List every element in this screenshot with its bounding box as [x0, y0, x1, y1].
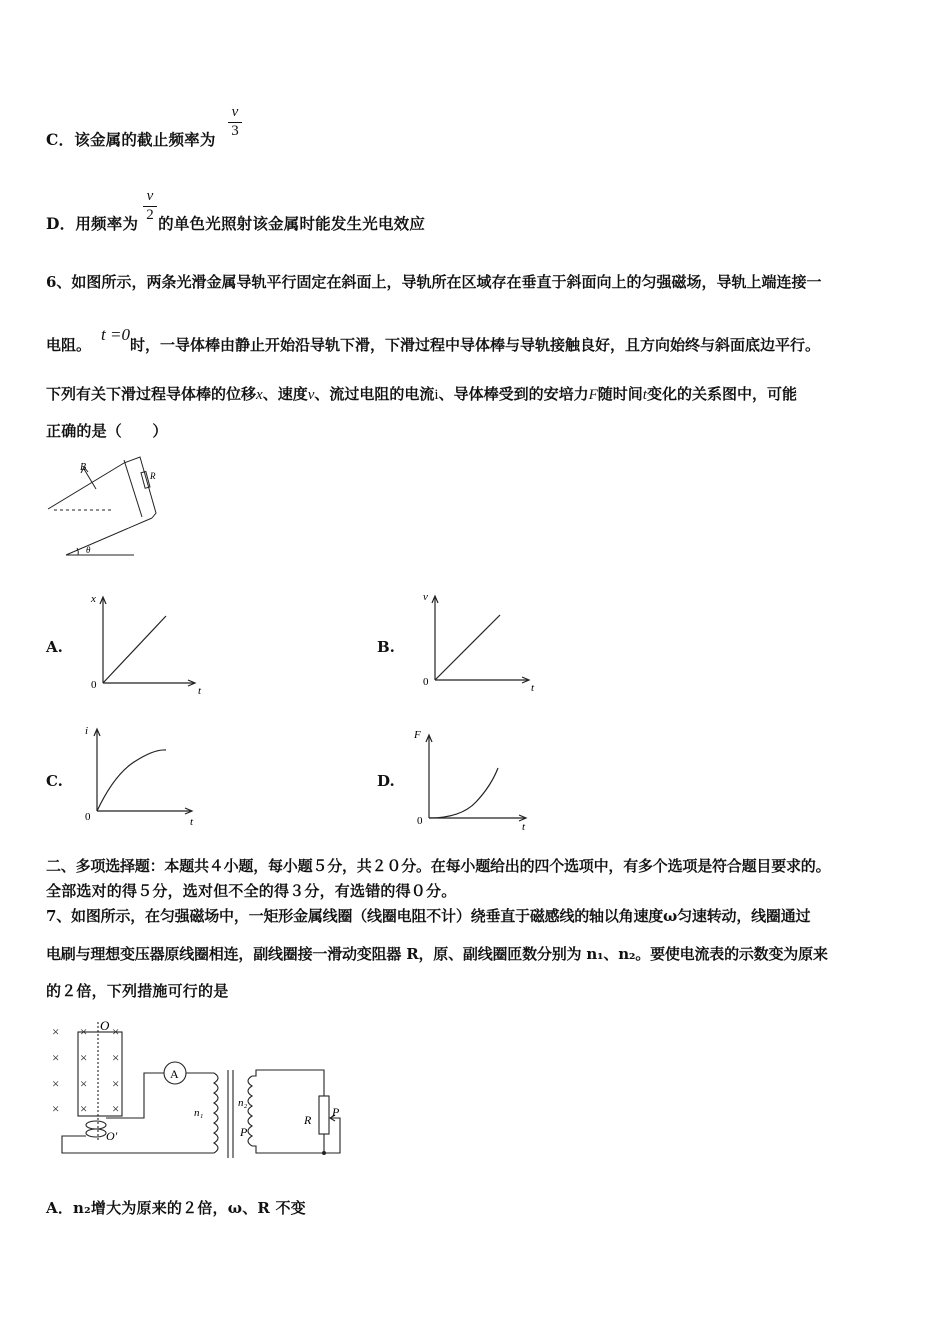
q7-stem-line1: 7、如图所示，在匀强磁场中，一矩形金属线圈（线圈电阻不计）绕垂直于磁感线的轴以角速度ω匀速转动，线圈通过 [46, 907, 811, 925]
incline-lower-rail [66, 518, 152, 555]
q6-graph-c [74, 720, 204, 830]
cross: × [80, 1101, 88, 1116]
graph-b-curve [435, 615, 500, 680]
rail-end [124, 457, 156, 518]
q5-option-d-label: D． [46, 214, 76, 233]
q6-var-v: v [307, 387, 315, 403]
cross: × [112, 1076, 120, 1091]
cross: × [80, 1076, 88, 1091]
q6-line3-d: 、导体棒受到的安培力 [438, 385, 589, 403]
conducting-rod [124, 460, 142, 517]
q5-option-d-text-after: 的单色光照射该金属时能发生光电效应 [158, 214, 426, 233]
r-label: R [150, 471, 156, 481]
cross: × [52, 1050, 60, 1065]
q5-option-d-fraction [143, 188, 157, 224]
graph-a-xlabel: t [198, 685, 202, 695]
axis-label-o-prime: O′ [106, 1129, 118, 1143]
cross: × [52, 1076, 60, 1091]
cross: × [52, 1024, 60, 1039]
q6-graph-d [406, 722, 536, 834]
theta-label: θ [86, 545, 91, 555]
q6-var-i: i [434, 387, 439, 403]
graph-a-origin: 0 [91, 679, 97, 691]
q6-option-b-label: B. [377, 638, 395, 656]
q6-option-c-label: C. [46, 772, 63, 790]
slip-ring-top [86, 1121, 106, 1129]
q6-graph-a [80, 590, 210, 695]
graph-b-ylabel: v [423, 591, 428, 603]
q6-graph-b [412, 585, 542, 695]
axis-label-o: O [100, 1018, 110, 1033]
secondary-coil [248, 1076, 252, 1146]
cross: × [112, 1101, 120, 1116]
q5-option-c-fraction [228, 104, 242, 140]
graph-d-ylabel: F [414, 729, 421, 741]
magnetic-field-crosses [52, 1024, 119, 1116]
cross: × [112, 1050, 120, 1065]
p-label-secondary: P [240, 1125, 248, 1139]
graph-a-ylabel: x [91, 593, 96, 605]
junction-dot [322, 1151, 326, 1155]
rheostat-slider-wire [324, 1118, 340, 1153]
p-label-rheostat: P [332, 1105, 340, 1119]
q6-line2-a: 电阻。 [46, 336, 92, 354]
wire-bottom [62, 1136, 214, 1153]
graph-c-xlabel: t [190, 816, 194, 828]
fraction-numerator: v [231, 104, 239, 120]
graph-b-origin: 0 [423, 676, 429, 688]
q6-line3-f: 变化的关系图中，可能 [646, 385, 797, 403]
cross: × [80, 1050, 88, 1065]
graph-d-curve [429, 768, 498, 818]
q6-line3-c: 、流过电阻的电流 [314, 385, 435, 403]
q7-stem-line3: 的２倍，下列措施可行的是 [46, 982, 229, 1000]
q6-incline-figure [44, 455, 164, 560]
q6-var-t: t [642, 387, 647, 403]
q5-option-d [46, 212, 425, 234]
q7-option-a: A．n₂增大为原来的２倍，ω、R 不变 [46, 1199, 306, 1217]
q6-line3-a: 下列有关下滑过程导体棒的位移 [46, 385, 257, 403]
ammeter-label: A [170, 1067, 179, 1081]
theta-arc [77, 548, 78, 555]
n1-label: n₁ [194, 1107, 204, 1119]
graph-b-xlabel: t [531, 682, 535, 694]
section2-line2: 全部选对的得５分，选对但不全的得３分，有选错的得０分。 [46, 882, 457, 900]
wire-secondary-bottom [252, 1134, 324, 1153]
graph-d-origin: 0 [417, 815, 423, 827]
rheostat [319, 1096, 329, 1134]
graph-c-curve [97, 750, 166, 811]
q5-option-c-text: 该金属的截止频率为 [74, 130, 216, 149]
q6-stem-line4: 正确的是（ ） [46, 422, 168, 440]
q7-circuit-figure [44, 1018, 354, 1158]
q6-var-x: x [256, 387, 263, 403]
q6-option-d-label: D. [377, 772, 395, 790]
graph-d-xlabel: t [522, 821, 526, 833]
r-label: R [304, 1113, 312, 1127]
graph-a-curve [103, 616, 166, 683]
q6-line2-b: 时，一导体棒由静止开始沿导轨下滑，下滑过程中导体棒与导轨接触良好，且方向始终与斜面底边平行。 [129, 336, 820, 354]
q6-t0: t =0 [101, 325, 130, 344]
cross: × [52, 1101, 60, 1116]
q6-line3-e: 随时间 [597, 385, 643, 403]
q7-stem-line2: 电刷与理想变压器原线圈相连，副线圈接一滑动变阻器 R，原、副线圈匝数分别为 n₁、n₂。要使电流表的示数变为原来 [46, 945, 828, 963]
q6-stem-line2 [46, 325, 820, 355]
graph-c-origin: 0 [85, 811, 91, 823]
graph-c-ylabel: i [85, 725, 89, 737]
primary-coil [214, 1073, 218, 1153]
section2-line1: 二、多项选择题：本题共４小题，每小题５分，共２０分。在每小题给出的四个选项中，有多个选项是符合题目要求的。 [46, 857, 831, 875]
slip-ring-bottom [86, 1129, 106, 1137]
wire-secondary-top [252, 1070, 324, 1096]
q6-var-F: F [588, 387, 598, 403]
q6-stem-line3 [46, 383, 797, 404]
cross: × [80, 1024, 88, 1039]
fraction-denominator: 3 [231, 123, 239, 139]
q6-stem-line1: 6、如图所示，两条光滑金属导轨平行固定在斜面上，导轨所在区域存在垂直于斜面向上的匀强磁场，导轨上端连接一 [46, 273, 822, 291]
q5-option-c-label: C． [46, 130, 75, 149]
cross: × [112, 1024, 120, 1039]
q5-option-c [46, 128, 216, 150]
n2-label: n₂ [238, 1097, 248, 1109]
fraction-numerator: v [146, 188, 154, 204]
q6-line3-b: 、速度 [262, 385, 308, 403]
b-label: B [80, 462, 87, 473]
q5-option-d-text-before: 用频率为 [75, 214, 139, 233]
q6-option-a-label: A. [46, 638, 63, 656]
fraction-denominator: 2 [146, 207, 154, 223]
